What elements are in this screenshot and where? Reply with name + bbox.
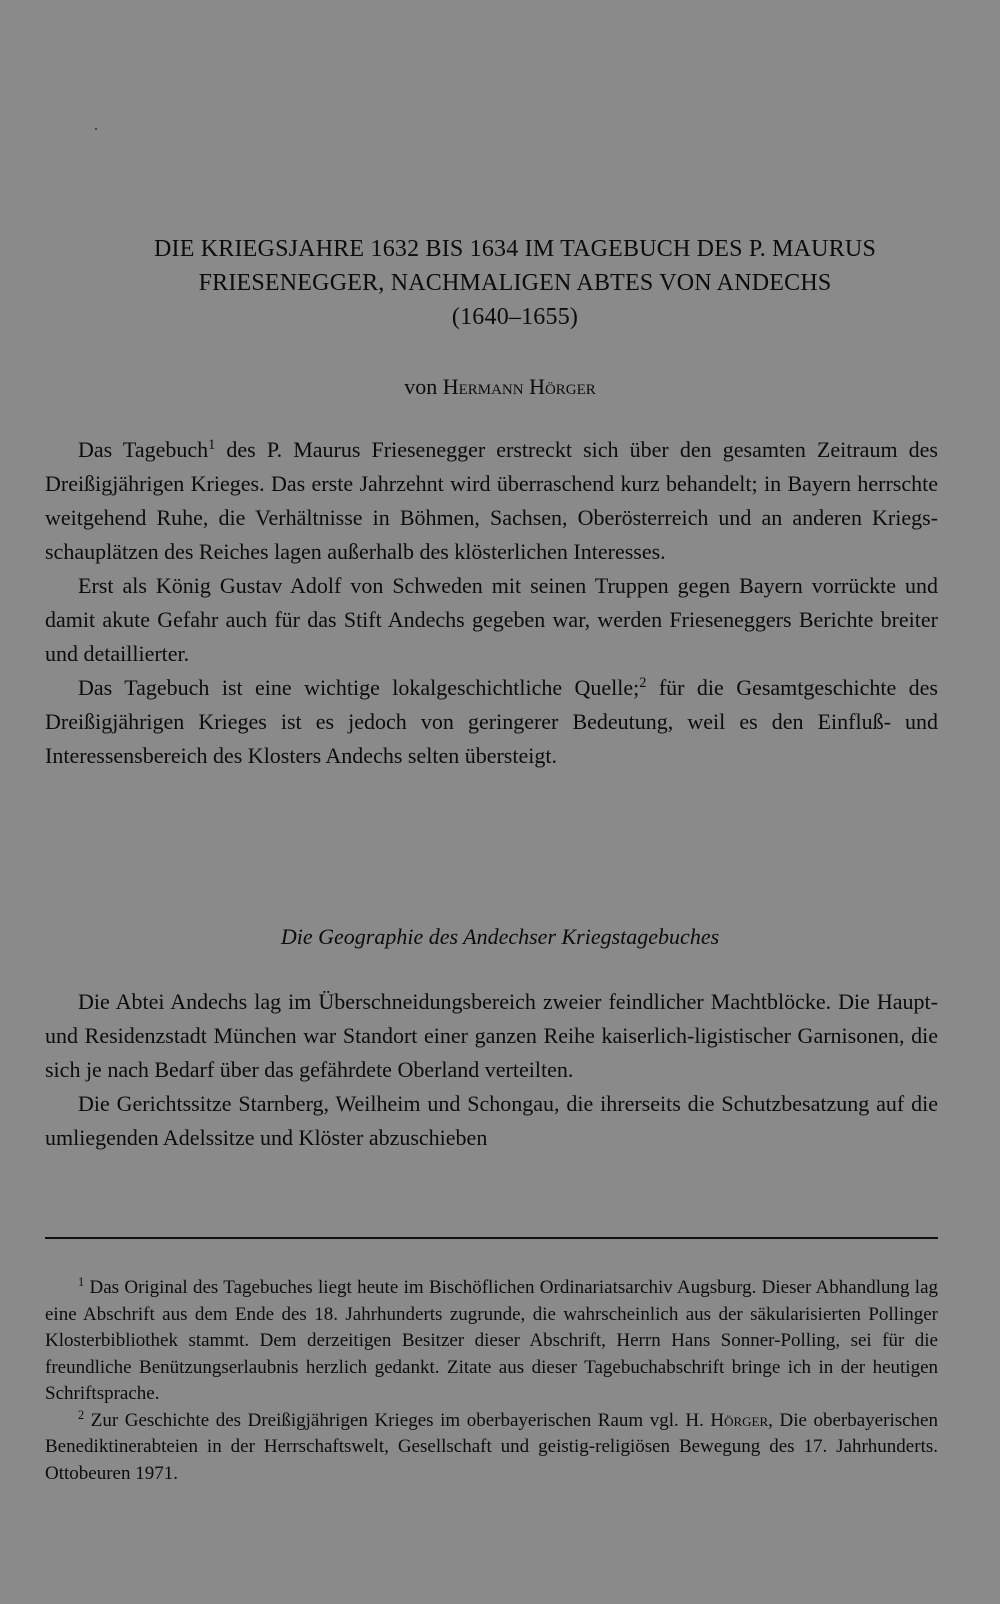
footnote-text: Zur Geschichte des Dreißigjährigen Krieges im oberbayerischen Raum vgl. H. [84,1409,711,1431]
paragraph-text: Das Tagebuch ist eine wichtige lokalgeschichtliche Quelle; [78,675,640,700]
title-line-3: (1640–1655) [451,304,579,330]
footnote-text: , Die oberbayerischen Benediktinerabteien in der Herrschaftswelt, Gesellschaft und geistig-religiösen Bewegung des 17. Jahrhunderts. Ottobeuren 1971. [45,1409,938,1484]
article-title [40,232,990,334]
footnote-mark: 2 [78,1407,85,1422]
footnote-divider [45,1237,938,1239]
author-name: Hermann Hörger [442,374,596,399]
scan-speck [95,128,97,130]
title-line-2: FRIESENEGGER, NACHMALIGEN ABTES VON ANDECHS [198,270,832,296]
footnote-text: Das Original des Tagebuches liegt heute im Bischöflichen Ordinariatsarchiv Augsburg. Dieser Abhandlung lag eine Abschrift aus dem Ende des 18. Jahrhunderts zugrunde, die wahrscheinlich aus der säkularisierten Pollinger Klosterbibliothek stammt. Dem derzeitigen Besitzer dieser Abschrift, Herrn Hans Sonner-Polling, sei für die freundliche Benützungserlaubnis herzlich gedankt. Zitate aus dieser Tagebuchabschrift bringe ich in der heutigen Schriftsprache. [45,1277,938,1404]
paragraph-text: Das Tagebuch [78,437,209,462]
footnote-2 [45,1408,938,1488]
geography-section [45,985,938,1155]
paragraph-text: des P. Maurus Friesenegger erstreckt sich über den gesamten Zeitraum des Dreißigjährigen Krieges. Das erste Jahrzehnt wird überraschend kurz behandelt; in Bayern herrschte weitgehend Ruhe, die Verhältnisse in Böhmen, Sachsen, Oberösterreich und an anderen Kriegsschauplätzen des Reiches lagen außerhalb des klösterlichen Interesses. [45,437,938,564]
title-line-1: DIE KRIEGSJAHRE 1632 BIS 1634 IM TAGEBUCH DES P. MAURUS [153,236,877,262]
footnote-mark: 1 [78,1275,85,1290]
footnotes [45,1275,938,1487]
section-heading: Die Geographie des Andechser Kriegstagebuches [280,924,720,949]
paragraph [45,433,938,569]
byline-prefix: von [404,374,438,399]
byline [0,372,1000,402]
paragraph: Die Gerichtssitze Starnberg, Weilheim und Schongau, die ihrerseits die Schutzbesatzung auf die umliegenden Adelssitze und Klöster abzuschieben [45,1091,938,1150]
paragraph-text: für die Gesamtgeschichte des Dreißigjährigen Krieges ist es jedoch von geringerer Bedeutung, weil es den Einfluß- und Interessensbereich des Klosters Andechs selten übersteigt. [45,675,938,768]
paragraph: Die Abtei Andechs lag im Überschneidungsbereich zweier feindlicher Machtblöcke. Die Haupt- und Residenzstadt München war Standort einer ganzen Reihe kaiserlich-ligistischer Garnisonen, die sich je nach Bedarf über das gefährdete Oberland verteilten. [45,989,938,1082]
footnote-ref: 1 [208,437,216,454]
paragraph [45,671,938,773]
paragraph: Erst als König Gustav Adolf von Schweden mit seinen Truppen gegen Bayern vorrückte und damit akute Gefahr auch für das Stift Andechs gegeben war, werden Frieseneggers Berichte breiter und detaillierter. [45,573,938,666]
intro-section [45,433,938,773]
footnote-1 [45,1275,938,1408]
footnote-ref: 2 [639,675,647,692]
cited-author: Hörger [710,1409,769,1431]
